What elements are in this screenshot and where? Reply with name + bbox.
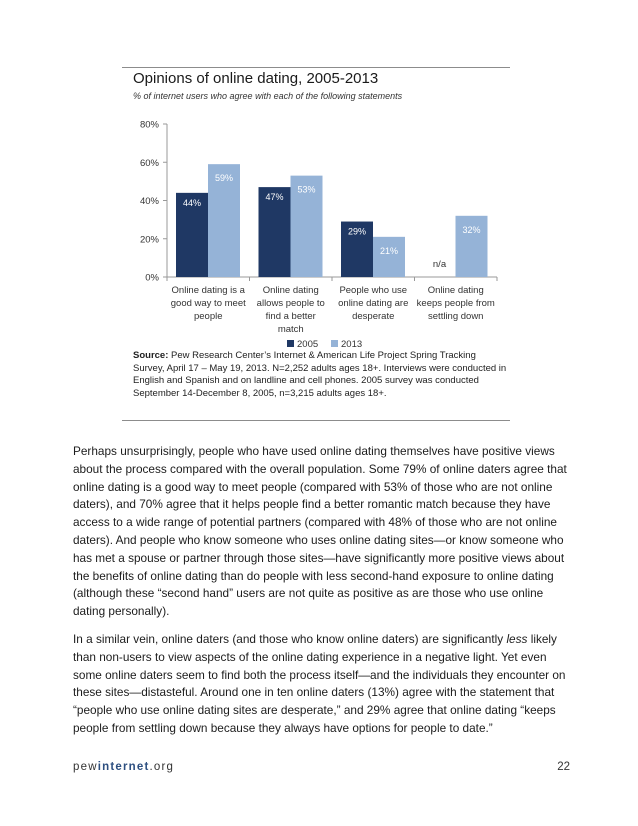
x-category-label: people [193, 311, 223, 322]
x-category-label: good way to meet [170, 298, 246, 309]
paragraph-1 [73, 443, 569, 621]
paragraph-2-text-a: In a similar vein, online daters (and those who know online daters) are significantly [73, 631, 507, 646]
paragraph-1-text: Perhaps unsurprisingly, people who have used online dating themselves have positive views about the process compared with the overall population. Some 79% of online daters agree that online dating is a good way to meet people (compared with 53% of those who are not online daters), and 70% agree that it helps people find a better romantic match because they have access to a wide range of potential partners (compared with 48% of those who are not online daters). And people who know someone who uses online dating sites—or know someone who has met a spouse or partner through those sites—have significantly more positive views about the benefits of online dating than do people with less second-hand exposure to online dating (although these “second hand” users are not quite as positive as are those who use online dating personally). [73, 444, 567, 619]
y-tick-label: 40% [139, 196, 159, 207]
x-category-label: keeps people from [416, 298, 495, 309]
x-category-label: desperate [352, 311, 395, 322]
data-label-2013: 21% [379, 245, 399, 256]
x-category-label: allows people to [256, 298, 325, 309]
bar-2013 [373, 237, 405, 277]
x-category-label: Online dating [262, 285, 319, 296]
source-text: Pew Research Center’s Internet & American Life Project Spring Tracking Survey, April 17 – May 19, 2013. N=2,252 adults ages 18+. Interviews were conducted in English and Spanish and on landline and cell phones. 2005 survey was conducted September 14-December 8, 2005, n=3,215 adults ages 18+. [133, 350, 507, 399]
source-label: Source: [133, 350, 169, 361]
paragraph-2-emphasis: less [506, 631, 528, 646]
legend-label-2005: 2005 [297, 339, 319, 350]
chart-source-note [133, 350, 508, 400]
x-category-label: People who use [339, 285, 408, 296]
article-body [73, 443, 569, 748]
paragraph-2-text-b: likely than non-users to view aspects of the online dating experience in a negative light. Yet even some online daters seem to find both the process itself—and the individuals they encounter on these sites—distasteful. Around one in ten online daters (13%) agree with the statement that “people who use online dating sites are desperate,” and 29% agree that online dating “keeps people from settling down because they always have options for people to date.” [73, 631, 566, 735]
footer-site-suffix: .org [149, 761, 175, 773]
y-tick-label: 20% [139, 234, 159, 246]
y-tick-label: 60% [139, 157, 159, 169]
x-category-label: online dating are [338, 298, 409, 309]
x-category-label: Online dating [427, 285, 484, 296]
x-category-label: find a better [265, 311, 316, 322]
x-category-label: match [277, 324, 304, 335]
data-label-2013: 59% [214, 173, 234, 184]
data-label-2013: 32% [462, 224, 481, 235]
chart-title: Opinions of online dating, 2005-2013 [133, 70, 379, 87]
legend-swatch-2005 [287, 340, 294, 347]
data-label-2013: 53% [297, 184, 316, 195]
legend-swatch-2013 [331, 340, 338, 347]
data-label-2005: 44% [182, 197, 202, 208]
data-label-na: n/a [432, 259, 447, 270]
footer-site-prefix: pew [73, 761, 98, 773]
y-tick-label: 80% [139, 119, 159, 131]
bar-chart [0, 0, 638, 360]
footer-site-highlight: internet [97, 761, 150, 773]
data-label-2005: 47% [265, 192, 284, 203]
x-category-label: Online dating is a [171, 285, 245, 296]
y-tick-label: 0% [145, 272, 159, 284]
data-label-2005: 29% [347, 226, 367, 237]
paragraph-2 [73, 631, 569, 738]
footer-site-link[interactable] [73, 761, 174, 773]
figure-bottom-rule [122, 420, 510, 421]
chart-subtitle: % of internet users who agree with each of the following statements [133, 91, 403, 101]
x-category-label: settling down [428, 311, 484, 322]
legend-label-2013: 2013 [341, 339, 363, 350]
page-number: 22 [557, 761, 570, 773]
